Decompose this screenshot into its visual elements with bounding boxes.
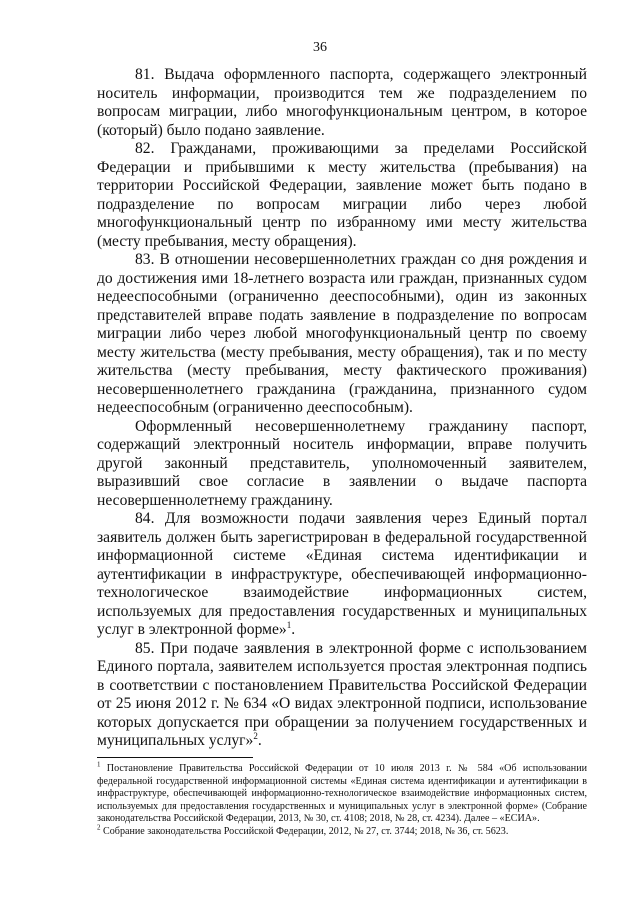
footnote-mark-1: 1 bbox=[97, 760, 101, 769]
footnote-ref-1: 1 bbox=[286, 619, 292, 630]
footnote-1-text: Постановление Правительства Российской Федерации от 10 июля 2013 г. № 584 «Об использовании федеральной государственной информационной системы «Единая система идентификации и аутентификации в инфраструктуре, обеспечивающей информационно-технологическое взаимодействие информационных систем, используемых для предоставления государственных и муниципальных услуг в электронной форме» (Собрание законодательства Российской Федерации, 2013, № 30, ст. 4108; 2018, № 28, ст. 4234). Далее – «ЕСИА». bbox=[97, 763, 587, 824]
paragraph-85: 85. При подаче заявления в электронной форме с использованием Единого портала, заявителем используется простая электронная подпись в соответствии с постановлением Правительства Российской Федерации от 25 июня 2012 г. № 634 «О видах электронной подписи, использование которых допускается при обращении за получением государственных и муниципальных услуг»$^2$. bbox=[97, 639, 587, 749]
paragraph-84-text: 84. Для возможности подачи заявления через Единый портал заявитель должен быть зарегистрирован в федеральной государственной информационной системе «Единая система идентификации и аутентификации в инфраструктуре, обеспечивающей информационно-технологическое взаимодействие информационных систем, используемых для предоставления государственных и муниципальных услуг в электронной форме» bbox=[97, 510, 587, 638]
footnote-2-text: Собрание законодательства Российской Федерации, 2012, № 27, ст. 3744; 2018, № 36, ст. 5623. bbox=[100, 825, 509, 837]
paragraph-85-text: 85. При подаче заявления в электронной форме с использованием Единого портала, заявителем используется простая электронная подпись в соответствии с постановлением Правительства Российской Федерации от 25 июня 2012 г. № 634 «О видах электронной подписи, использование которых допускается при обращении за получением государственных и муниципальных услуг» bbox=[97, 639, 587, 749]
footnotes bbox=[97, 760, 587, 838]
footnote-divider bbox=[97, 757, 253, 758]
footnote-ref-2: 2 bbox=[253, 730, 258, 741]
page-number: 36 bbox=[313, 40, 327, 55]
paragraph-82: 82. Гражданами, проживающими за пределами Российской Федерации и прибывшими к месту жительства (пребывания) на территории Российской Федерации, заявление может быть подано в подразделение по вопросам миграции либо через любой многофункциональный центр по избранному ими месту жительства (месту пребывания, месту обращения). bbox=[97, 140, 587, 250]
paragraph-81: 81. Выдача оформленного паспорта, содержащего электронный носитель информации, производится тем же подразделением по вопросам миграции, либо многофункциональным центром, в которое (который) было подано заявление. bbox=[97, 66, 587, 139]
paragraph-83-continuation: Оформленный несовершеннолетнему гражданину паспорт, содержащий электронный носитель информации, вправе получить другой законный представитель, уполномоченный заявителем, выразивший свое согласие в заявлении о выдаче паспорта несовершеннолетнему гражданину. bbox=[97, 417, 587, 509]
paragraph-83: 83. В отношении несовершеннолетних граждан со дня рождения и до достижения ими 18-летнего возраста или граждан, признанных судом недееспособными (ограниченно дееспособными), один из законных представителей вправе подать заявление в подразделение по вопросам миграции либо через любой многофункциональный центр по своему месту жительства (месту пребывания, месту обращения), так и по месту жительства (месту пребывания, месту фактического проживания) несовершеннолетнего гражданина (гражданина, признанного судом недееспособным (ограниченно дееспособным). bbox=[97, 251, 587, 416]
main-text bbox=[97, 66, 587, 751]
paragraph-84: 84. Для возможности подачи заявления через Единый портал заявитель должен быть зарегистрирован в федеральной государственной информационной системе «Единая система идентификации и аутентификации в инфраструктуре, обеспечивающей информационно-технологическое взаимодействие информационных систем, используемых для предоставления государственных и муниципальных услуг в электронной форме»$^1$. bbox=[97, 510, 587, 638]
footnote-2 bbox=[97, 823, 587, 839]
footnote-1 bbox=[97, 760, 587, 826]
footnote-mark-2: 2 bbox=[97, 823, 101, 832]
